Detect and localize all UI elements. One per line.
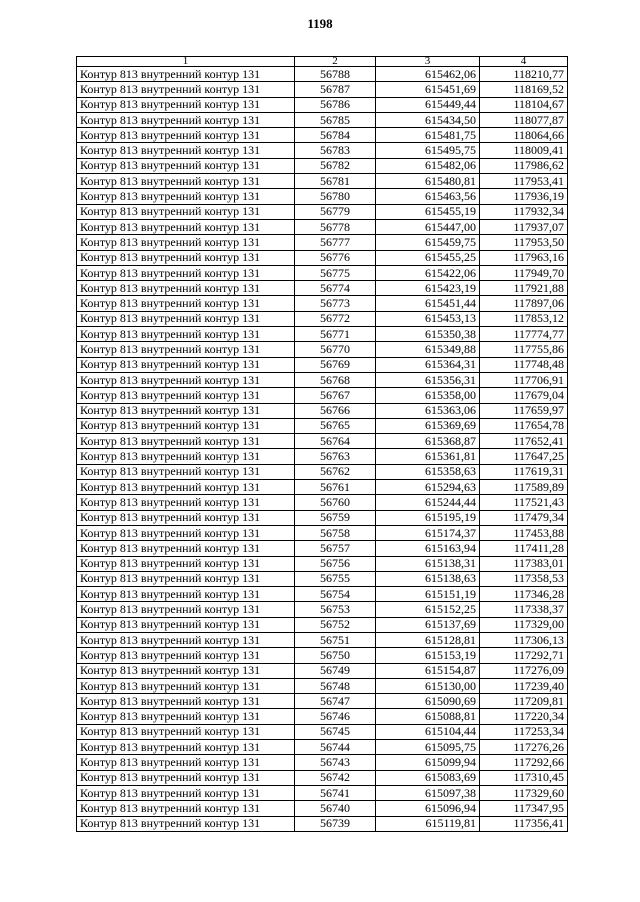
point-number-cell: 56752 (295, 617, 376, 632)
point-number-cell: 56744 (295, 740, 376, 755)
y-coordinate-cell: 117652,41 (480, 434, 568, 449)
x-coordinate-cell: 615154,87 (376, 663, 480, 678)
y-coordinate-cell: 117338,37 (480, 602, 568, 617)
point-number-cell: 56773 (295, 296, 376, 311)
point-number-cell: 56755 (295, 571, 376, 586)
x-coordinate-cell: 615104,44 (376, 724, 480, 739)
x-coordinate-cell: 615368,87 (376, 434, 480, 449)
point-number-cell: 56753 (295, 602, 376, 617)
point-number-cell: 56756 (295, 556, 376, 571)
y-coordinate-cell: 117774,77 (480, 327, 568, 342)
table-row (77, 480, 568, 495)
contour-name-cell: Контур 813 внутренний контур 131 (77, 785, 295, 800)
point-number-cell: 56779 (295, 204, 376, 219)
point-number-cell: 56754 (295, 587, 376, 602)
table-row (77, 801, 568, 816)
contour-name-cell: Контур 813 внутренний контур 131 (77, 541, 295, 556)
x-coordinate-cell: 615128,81 (376, 632, 480, 647)
point-number-cell: 56759 (295, 510, 376, 525)
table-row (77, 464, 568, 479)
point-number-cell: 56780 (295, 189, 376, 204)
point-number-cell: 56778 (295, 219, 376, 234)
table-row (77, 495, 568, 510)
table-row (77, 372, 568, 387)
y-coordinate-cell: 117897,06 (480, 296, 568, 311)
contour-name-cell: Контур 813 внутренний контур 131 (77, 740, 295, 755)
x-coordinate-cell: 615451,44 (376, 296, 480, 311)
table-row (77, 158, 568, 173)
y-coordinate-cell: 118009,41 (480, 143, 568, 158)
table-row (77, 235, 568, 250)
contour-name-cell: Контур 813 внутренний контур 131 (77, 480, 295, 495)
x-coordinate-cell: 615358,00 (376, 388, 480, 403)
contour-name-cell: Контур 813 внутренний контур 131 (77, 372, 295, 387)
table-row (77, 434, 568, 449)
contour-name-cell: Контур 813 внутренний контур 131 (77, 694, 295, 709)
point-number-cell: 56741 (295, 785, 376, 800)
contour-name-cell: Контур 813 внутренний контур 131 (77, 770, 295, 785)
table-row (77, 403, 568, 418)
contour-name-cell: Контур 813 внутренний контур 131 (77, 311, 295, 326)
table-row (77, 342, 568, 357)
point-number-cell: 56763 (295, 449, 376, 464)
x-coordinate-cell: 615153,19 (376, 648, 480, 663)
x-coordinate-cell: 615455,25 (376, 250, 480, 265)
point-number-cell: 56785 (295, 112, 376, 127)
y-coordinate-cell: 117949,70 (480, 265, 568, 280)
table-row (77, 112, 568, 127)
y-coordinate-cell: 117306,13 (480, 632, 568, 647)
y-coordinate-cell: 118210,77 (480, 67, 568, 82)
table-row (77, 602, 568, 617)
y-coordinate-cell: 117521,43 (480, 495, 568, 510)
y-coordinate-cell: 117347,95 (480, 801, 568, 816)
y-coordinate-cell: 117329,00 (480, 617, 568, 632)
column-header: 4 (480, 57, 568, 67)
table-row (77, 128, 568, 143)
x-coordinate-cell: 615423,19 (376, 281, 480, 296)
x-coordinate-cell: 615361,81 (376, 449, 480, 464)
table-row (77, 724, 568, 739)
y-coordinate-cell: 117292,66 (480, 755, 568, 770)
point-number-cell: 56743 (295, 755, 376, 770)
contour-name-cell: Контур 813 внутренний контур 131 (77, 250, 295, 265)
x-coordinate-cell: 615482,06 (376, 158, 480, 173)
table-row (77, 143, 568, 158)
table-row (77, 770, 568, 785)
y-coordinate-cell: 117748,48 (480, 357, 568, 372)
point-number-cell: 56775 (295, 265, 376, 280)
x-coordinate-cell: 615364,31 (376, 357, 480, 372)
contour-name-cell: Контур 813 внутренний контур 131 (77, 388, 295, 403)
y-coordinate-cell: 117358,53 (480, 571, 568, 586)
contour-name-cell: Контур 813 внутренний контур 131 (77, 112, 295, 127)
x-coordinate-cell: 615097,38 (376, 785, 480, 800)
contour-name-cell: Контур 813 внутренний контур 131 (77, 510, 295, 525)
table-row (77, 219, 568, 234)
x-coordinate-cell: 615088,81 (376, 709, 480, 724)
point-number-cell: 56777 (295, 235, 376, 250)
x-coordinate-cell: 615130,00 (376, 678, 480, 693)
contour-name-cell: Контур 813 внутренний контур 131 (77, 219, 295, 234)
x-coordinate-cell: 615480,81 (376, 174, 480, 189)
y-coordinate-cell: 117292,71 (480, 648, 568, 663)
point-number-cell: 56788 (295, 67, 376, 82)
point-number-cell: 56770 (295, 342, 376, 357)
contour-name-cell: Контур 813 внутренний контур 131 (77, 571, 295, 586)
contour-name-cell: Контур 813 внутренний контур 131 (77, 602, 295, 617)
contour-name-cell: Контур 813 внутренний контур 131 (77, 97, 295, 112)
table-row (77, 617, 568, 632)
point-number-cell: 56760 (295, 495, 376, 510)
point-number-cell: 56768 (295, 372, 376, 387)
y-coordinate-cell: 117755,86 (480, 342, 568, 357)
point-number-cell: 56748 (295, 678, 376, 693)
x-coordinate-cell: 615363,06 (376, 403, 480, 418)
table-row (77, 632, 568, 647)
x-coordinate-cell: 615495,75 (376, 143, 480, 158)
table-row (77, 816, 568, 831)
table-row (77, 296, 568, 311)
point-number-cell: 56783 (295, 143, 376, 158)
table-row (77, 709, 568, 724)
x-coordinate-cell: 615137,69 (376, 617, 480, 632)
contour-name-cell: Контур 813 внутренний контур 131 (77, 403, 295, 418)
table-row (77, 189, 568, 204)
y-coordinate-cell: 118169,52 (480, 82, 568, 97)
point-number-cell: 56787 (295, 82, 376, 97)
point-number-cell: 56771 (295, 327, 376, 342)
contour-name-cell: Контур 813 внутренний контур 131 (77, 327, 295, 342)
x-coordinate-cell: 615138,63 (376, 571, 480, 586)
table-row (77, 648, 568, 663)
x-coordinate-cell: 615459,75 (376, 235, 480, 250)
y-coordinate-cell: 117659,97 (480, 403, 568, 418)
x-coordinate-cell: 615090,69 (376, 694, 480, 709)
contour-name-cell: Контур 813 внутренний контур 131 (77, 128, 295, 143)
y-coordinate-cell: 117953,41 (480, 174, 568, 189)
contour-name-cell: Контур 813 внутренний контур 131 (77, 663, 295, 678)
x-coordinate-cell: 615451,69 (376, 82, 480, 97)
point-number-cell: 56774 (295, 281, 376, 296)
y-coordinate-cell: 118064,66 (480, 128, 568, 143)
contour-name-cell: Контур 813 внутренний контур 131 (77, 158, 295, 173)
point-number-cell: 56762 (295, 464, 376, 479)
table-row (77, 281, 568, 296)
contour-name-cell: Контур 813 внутренний контур 131 (77, 143, 295, 158)
y-coordinate-cell: 117936,19 (480, 189, 568, 204)
x-coordinate-cell: 615151,19 (376, 587, 480, 602)
point-number-cell: 56745 (295, 724, 376, 739)
y-coordinate-cell: 117921,88 (480, 281, 568, 296)
y-coordinate-cell: 117239,40 (480, 678, 568, 693)
y-coordinate-cell: 117679,04 (480, 388, 568, 403)
contour-name-cell: Контур 813 внутренний контур 131 (77, 816, 295, 831)
y-coordinate-cell: 117932,34 (480, 204, 568, 219)
table-row (77, 174, 568, 189)
contour-name-cell: Контур 813 внутренний контур 131 (77, 357, 295, 372)
contour-name-cell: Контур 813 внутренний контур 131 (77, 434, 295, 449)
x-coordinate-cell: 615434,50 (376, 112, 480, 127)
y-coordinate-cell: 117356,41 (480, 816, 568, 831)
point-number-cell: 56739 (295, 816, 376, 831)
point-number-cell: 56772 (295, 311, 376, 326)
contour-name-cell: Контур 813 внутренний контур 131 (77, 418, 295, 433)
point-number-cell: 56765 (295, 418, 376, 433)
page-number: 1198 (307, 16, 333, 31)
contour-name-cell: Контур 813 внутренний контур 131 (77, 235, 295, 250)
y-coordinate-cell: 117453,88 (480, 525, 568, 540)
x-coordinate-cell: 615138,31 (376, 556, 480, 571)
x-coordinate-cell: 615163,94 (376, 541, 480, 556)
point-number-cell: 56751 (295, 632, 376, 647)
y-coordinate-cell: 117986,62 (480, 158, 568, 173)
y-coordinate-cell: 118077,87 (480, 112, 568, 127)
contour-name-cell: Контур 813 внутренний контур 131 (77, 525, 295, 540)
x-coordinate-cell: 615152,25 (376, 602, 480, 617)
point-number-cell: 56769 (295, 357, 376, 372)
x-coordinate-cell: 615096,94 (376, 801, 480, 816)
x-coordinate-cell: 615294,63 (376, 480, 480, 495)
column-header: 1 (77, 57, 295, 67)
table-row (77, 265, 568, 280)
table-row (77, 510, 568, 525)
point-number-cell: 56761 (295, 480, 376, 495)
point-number-cell: 56750 (295, 648, 376, 663)
y-coordinate-cell: 117589,89 (480, 480, 568, 495)
y-coordinate-cell: 117654,78 (480, 418, 568, 433)
point-number-cell: 56784 (295, 128, 376, 143)
y-coordinate-cell: 117963,16 (480, 250, 568, 265)
column-header: 2 (295, 57, 376, 67)
y-coordinate-cell: 117411,28 (480, 541, 568, 556)
x-coordinate-cell: 615083,69 (376, 770, 480, 785)
contour-name-cell: Контур 813 внутренний контур 131 (77, 632, 295, 647)
y-coordinate-cell: 117383,01 (480, 556, 568, 571)
y-coordinate-cell: 117706,91 (480, 372, 568, 387)
x-coordinate-cell: 615453,13 (376, 311, 480, 326)
contour-name-cell: Контур 813 внутренний контур 131 (77, 342, 295, 357)
table-row (77, 694, 568, 709)
point-number-cell: 56747 (295, 694, 376, 709)
x-coordinate-cell: 615358,63 (376, 464, 480, 479)
point-number-cell: 56746 (295, 709, 376, 724)
table-row (77, 250, 568, 265)
contour-name-cell: Контур 813 внутренний контур 131 (77, 678, 295, 693)
contour-name-cell: Контур 813 внутренний контур 131 (77, 755, 295, 770)
x-coordinate-cell: 615119,81 (376, 816, 480, 831)
contour-name-cell: Контур 813 внутренний контур 131 (77, 464, 295, 479)
x-coordinate-cell: 615099,94 (376, 755, 480, 770)
point-number-cell: 56757 (295, 541, 376, 556)
contour-name-cell: Контур 813 внутренний контур 131 (77, 724, 295, 739)
x-coordinate-cell: 615349,88 (376, 342, 480, 357)
table-row (77, 663, 568, 678)
contour-name-cell: Контур 813 внутренний контур 131 (77, 281, 295, 296)
point-number-cell: 56764 (295, 434, 376, 449)
contour-name-cell: Контур 813 внутренний контур 131 (77, 296, 295, 311)
point-number-cell: 56742 (295, 770, 376, 785)
table-row (77, 541, 568, 556)
point-number-cell: 56786 (295, 97, 376, 112)
column-header: 3 (376, 57, 480, 67)
table-row (77, 556, 568, 571)
table-row (77, 418, 568, 433)
table-row (77, 587, 568, 602)
table-header-row (77, 57, 568, 67)
y-coordinate-cell: 117346,28 (480, 587, 568, 602)
contour-name-cell: Контур 813 внутренний контур 131 (77, 587, 295, 602)
contour-name-cell: Контур 813 внутренний контур 131 (77, 82, 295, 97)
x-coordinate-cell: 615244,44 (376, 495, 480, 510)
contour-name-cell: Контур 813 внутренний контур 131 (77, 265, 295, 280)
table-row (77, 571, 568, 586)
y-coordinate-cell: 117329,60 (480, 785, 568, 800)
y-coordinate-cell: 117937,07 (480, 219, 568, 234)
x-coordinate-cell: 615462,06 (376, 67, 480, 82)
contour-name-cell: Контур 813 внутренний контур 131 (77, 801, 295, 816)
table-body (77, 67, 568, 832)
contour-name-cell: Контур 813 внутренний контур 131 (77, 189, 295, 204)
y-coordinate-cell: 117276,26 (480, 740, 568, 755)
x-coordinate-cell: 615447,00 (376, 219, 480, 234)
x-coordinate-cell: 615463,56 (376, 189, 480, 204)
x-coordinate-cell: 615095,75 (376, 740, 480, 755)
coordinates-table (76, 56, 568, 832)
table-row (77, 357, 568, 372)
point-number-cell: 56776 (295, 250, 376, 265)
x-coordinate-cell: 615481,75 (376, 128, 480, 143)
y-coordinate-cell: 117647,25 (480, 449, 568, 464)
x-coordinate-cell: 615174,37 (376, 525, 480, 540)
point-number-cell: 56782 (295, 158, 376, 173)
table-row (77, 97, 568, 112)
point-number-cell: 56766 (295, 403, 376, 418)
x-coordinate-cell: 615455,19 (376, 204, 480, 219)
contour-name-cell: Контур 813 внутренний контур 131 (77, 648, 295, 663)
x-coordinate-cell: 615449,44 (376, 97, 480, 112)
y-coordinate-cell: 117953,50 (480, 235, 568, 250)
point-number-cell: 56767 (295, 388, 376, 403)
table-row (77, 82, 568, 97)
table-row (77, 204, 568, 219)
table-row (77, 785, 568, 800)
contour-name-cell: Контур 813 внутренний контур 131 (77, 204, 295, 219)
point-number-cell: 56740 (295, 801, 376, 816)
table-row (77, 678, 568, 693)
y-coordinate-cell: 117853,12 (480, 311, 568, 326)
point-number-cell: 56749 (295, 663, 376, 678)
table-row (77, 755, 568, 770)
contour-name-cell: Контур 813 внутренний контур 131 (77, 495, 295, 510)
contour-name-cell: Контур 813 внутренний контур 131 (77, 449, 295, 464)
table-row (77, 525, 568, 540)
contour-name-cell: Контур 813 внутренний контур 131 (77, 556, 295, 571)
contour-name-cell: Контур 813 внутренний контур 131 (77, 67, 295, 82)
table-row (77, 388, 568, 403)
x-coordinate-cell: 615356,31 (376, 372, 480, 387)
y-coordinate-cell: 117276,09 (480, 663, 568, 678)
point-number-cell: 56781 (295, 174, 376, 189)
x-coordinate-cell: 615422,06 (376, 265, 480, 280)
table-row (77, 311, 568, 326)
table-row (77, 449, 568, 464)
y-coordinate-cell: 117310,45 (480, 770, 568, 785)
y-coordinate-cell: 117619,31 (480, 464, 568, 479)
x-coordinate-cell: 615350,38 (376, 327, 480, 342)
point-number-cell: 56758 (295, 525, 376, 540)
y-coordinate-cell: 117253,34 (480, 724, 568, 739)
contour-name-cell: Контур 813 внутренний контур 131 (77, 617, 295, 632)
table-row (77, 327, 568, 342)
table-row (77, 740, 568, 755)
x-coordinate-cell: 615195,19 (376, 510, 480, 525)
x-coordinate-cell: 615369,69 (376, 418, 480, 433)
y-coordinate-cell: 117209,81 (480, 694, 568, 709)
y-coordinate-cell: 117479,34 (480, 510, 568, 525)
contour-name-cell: Контур 813 внутренний контур 131 (77, 709, 295, 724)
y-coordinate-cell: 117220,34 (480, 709, 568, 724)
contour-name-cell: Контур 813 внутренний контур 131 (77, 174, 295, 189)
table-row (77, 67, 568, 82)
y-coordinate-cell: 118104,67 (480, 97, 568, 112)
